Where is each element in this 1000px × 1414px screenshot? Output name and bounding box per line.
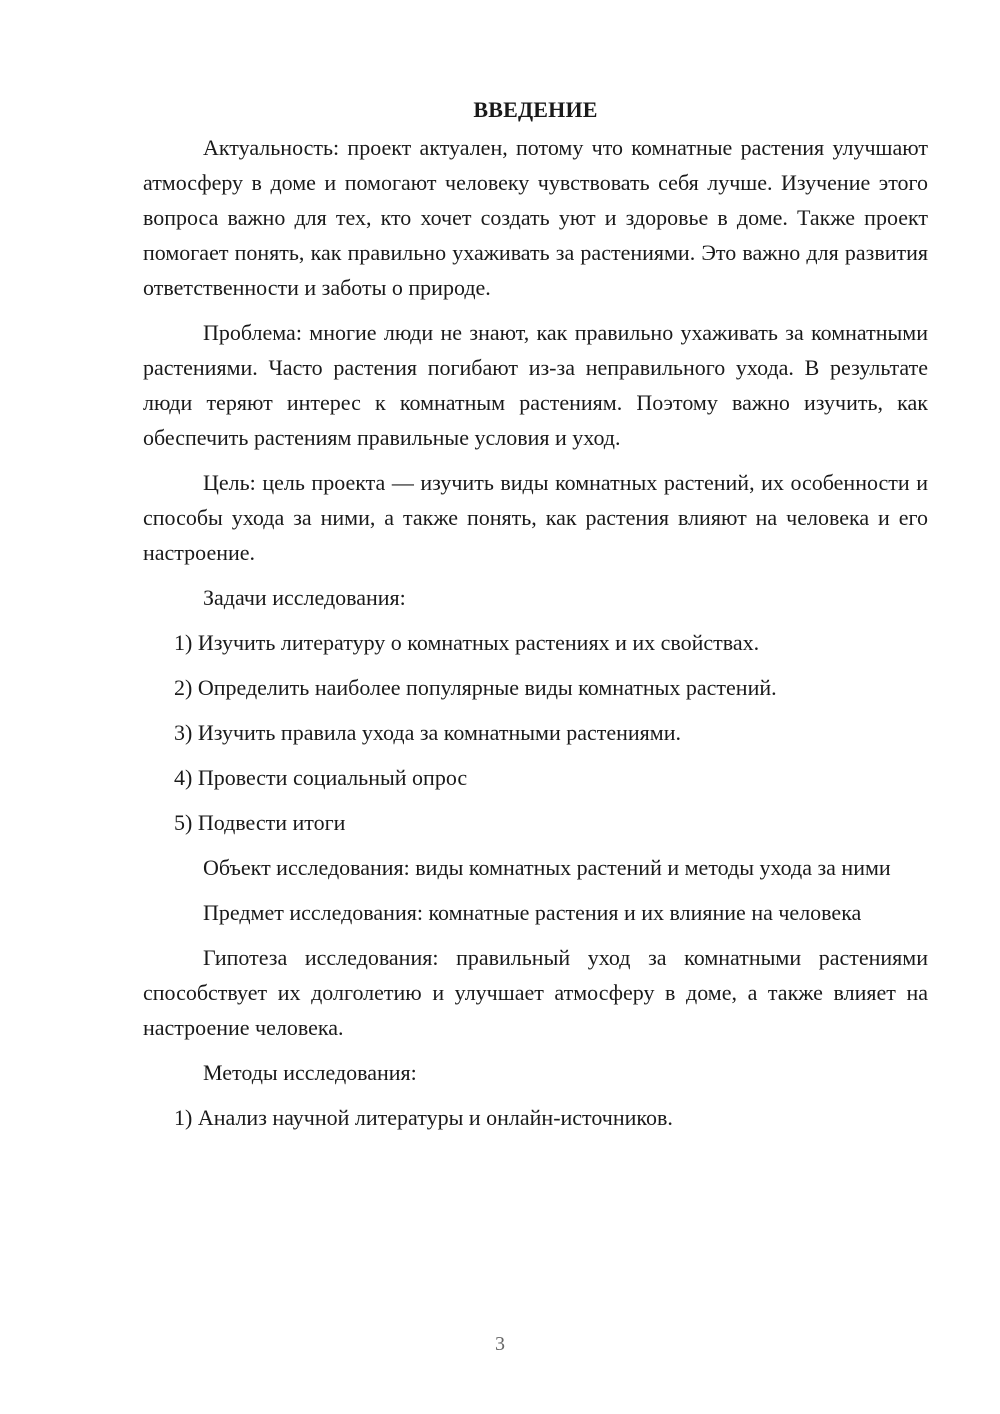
task-item-4: 4) Провести социальный опрос <box>174 765 468 790</box>
task-item-2: 2) Определить наиболее популярные виды комнатных растений. <box>174 675 777 700</box>
hypothesis-paragraph: Гипотеза исследования: правильный уход за комнатными растениями способствует их долголетию и улучшает атмосферу в доме, а также влияет на настроение человека. <box>143 945 928 1040</box>
document-page <box>143 92 928 1145</box>
goal-paragraph: Цель: цель проекта — изучить виды комнатных растений, их особенности и способы ухода за ними, а также понять, как растения влияют на человека и его настроение. <box>143 470 928 565</box>
subject-paragraph: Предмет исследования: комнатные растения и их влияние на человека <box>203 900 862 925</box>
object-paragraph: Объект исследования: виды комнатных растений и методы ухода за ними <box>203 855 891 880</box>
problem-paragraph: Проблема: многие люди не знают, как правильно ухаживать за комнатными растениями. Часто растения погибают из-за неправильного ухода. В результате люди теряют интерес к комнатным растениям. Поэтому важно изучить, как обеспечить растениям правильные условия и уход. <box>143 320 928 450</box>
methods-heading: Методы исследования: <box>203 1060 417 1085</box>
relevance-paragraph: Актуальность: проект актуален, потому что комнатные растения улучшают атмосферу в доме и помогают человеку чувствовать себя лучше. Изучение этого вопроса важно для тех, кто хочет создать уют и здоровье в доме. Также проект помогает понять, как правильно ухаживать за растениями. Это важно для развития ответственности и заботы о природе. <box>143 135 928 300</box>
task-item-5: 5) Подвести итоги <box>174 810 346 835</box>
tasks-heading: Задачи исследования: <box>203 585 406 610</box>
section-title: ВВЕДЕНИЕ <box>473 97 598 122</box>
page-number: 3 <box>495 1333 505 1355</box>
task-item-3: 3) Изучить правила ухода за комнатными растениями. <box>174 720 681 745</box>
method-item-1: 1) Анализ научной литературы и онлайн-источников. <box>174 1105 673 1130</box>
task-item-1: 1) Изучить литературу о комнатных растениях и их свойствах. <box>174 630 760 655</box>
